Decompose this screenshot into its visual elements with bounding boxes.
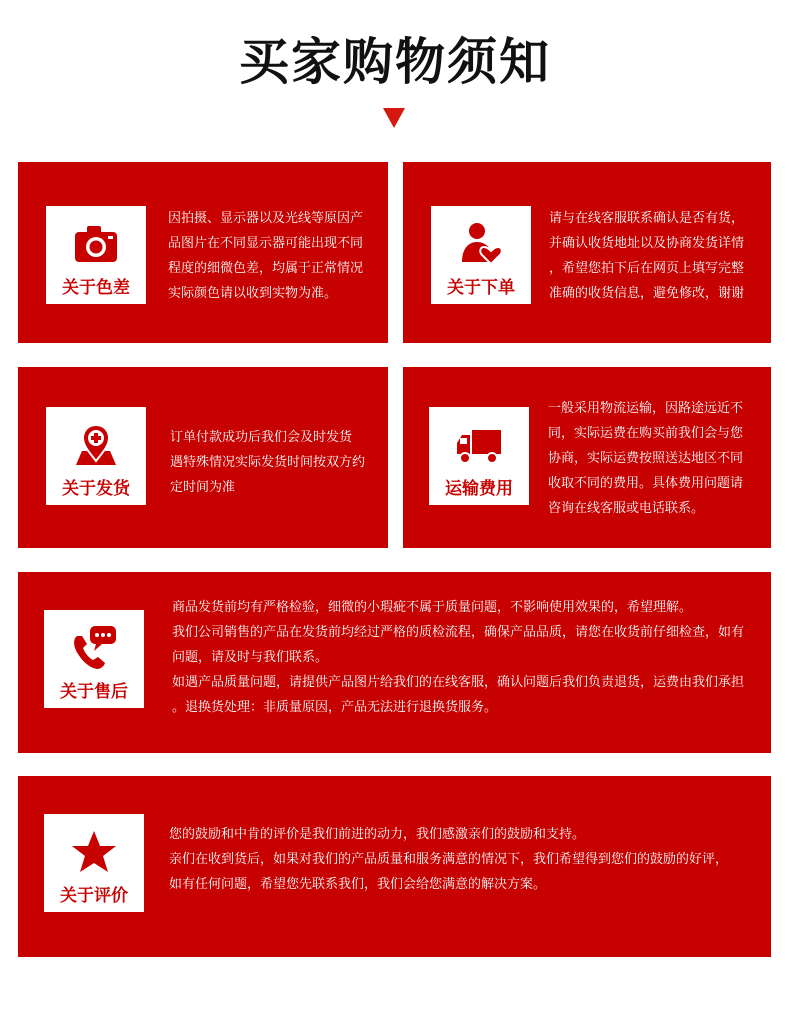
badge-shipping-cost [429, 407, 529, 505]
badge-label: 关于售后 [60, 682, 128, 702]
panel-text [169, 822, 767, 897]
text-line: 我们公司销售的产品在发货前均经过严格的质检流程，确保产品品质，请您在收货前仔细检查，如有 [172, 625, 745, 640]
star-icon [70, 828, 118, 876]
panel-reviews [18, 776, 771, 957]
text-line: 问题，请及时与我们联系。 [172, 650, 329, 665]
text-line: 咨询在线客服或电话联系。 [548, 501, 705, 516]
badge-after-sales [44, 610, 144, 708]
truck-icon [455, 421, 503, 469]
text-line: 亲们在收到货后，如果对我们的产品质量和服务满意的情况下，我们希望得到您们的鼓励的好评， [169, 852, 729, 867]
down-arrow-icon [383, 108, 405, 128]
text-line: 并确认收货地址以及协商发货详情 [549, 236, 745, 251]
text-line: 准确的收货信息，避免修改，谢谢 [549, 286, 745, 301]
badge-color-difference [46, 206, 146, 304]
badge-shipping [46, 407, 146, 505]
text-line: 协商，实际运费按照送达地区不同 [548, 451, 744, 466]
badge-reviews [44, 814, 144, 912]
user-heart-icon [457, 220, 505, 268]
text-line: ，希望您拍下后在网页上填写完整 [549, 261, 745, 276]
badge-label: 关于评价 [60, 886, 128, 906]
panel-ordering [403, 162, 771, 343]
text-line: 遇特殊情况实际发货时间按双方约 [170, 455, 366, 470]
text-line: 您的鼓励和中肯的评价是我们前进的动力，我们感激亲们的鼓励和支持。 [169, 827, 586, 842]
panel-color-difference [18, 162, 388, 343]
text-line: 。退换货处理：非质量原因，产品无法进行退换货服务。 [172, 700, 498, 715]
text-line: 如遇产品质量问题，请提供产品图片给我们的在线客服，确认问题后我们负责退货，运费由我们承担 [172, 675, 745, 690]
text-line: 一般采用物流运输，因路途远近不 [548, 401, 744, 416]
panel-text [548, 396, 763, 521]
text-line: 订单付款成功后我们会及时发货 [170, 430, 353, 445]
camera-icon [72, 220, 120, 268]
text-line: 如有任何问题，希望您先联系我们，我们会给您满意的解决方案。 [169, 877, 547, 892]
panel-shipping [18, 367, 388, 548]
text-line: 请与在线客服联系确认是否有货， [549, 211, 745, 226]
panel-text [549, 206, 761, 306]
badge-label: 关于下单 [447, 278, 515, 298]
panel-text [170, 425, 380, 500]
text-line: 程度的细微色差，均属于正常情况 [168, 261, 364, 276]
badge-label: 运输费用 [445, 479, 513, 499]
panel-text [168, 206, 378, 306]
page-title: 买家购物须知 [239, 32, 551, 91]
text-line: 因拍摄、显示器以及光线等原因产 [168, 211, 364, 226]
text-line: 同，实际运费在购买前我们会与您 [548, 426, 744, 441]
panel-after-sales [18, 572, 771, 753]
badge-label: 关于色差 [62, 278, 130, 298]
text-line: 定时间为准 [170, 480, 236, 495]
badge-label: 关于发货 [62, 479, 130, 499]
text-line: 实际颜色请以收到实物为准。 [168, 286, 338, 301]
panel-shipping-cost [403, 367, 771, 548]
text-line: 品图片在不同显示器可能出现不同 [168, 236, 364, 251]
panel-text [172, 595, 767, 720]
phone-chat-icon [70, 624, 118, 672]
text-line: 收取不同的费用。具体费用问题请 [548, 476, 744, 491]
badge-ordering [431, 206, 531, 304]
text-line: 商品发货前均有严格检验，细微的小瑕疵不属于质量问题，不影响使用效果的，希望理解。 [172, 600, 693, 615]
location-pin-icon [72, 421, 120, 469]
